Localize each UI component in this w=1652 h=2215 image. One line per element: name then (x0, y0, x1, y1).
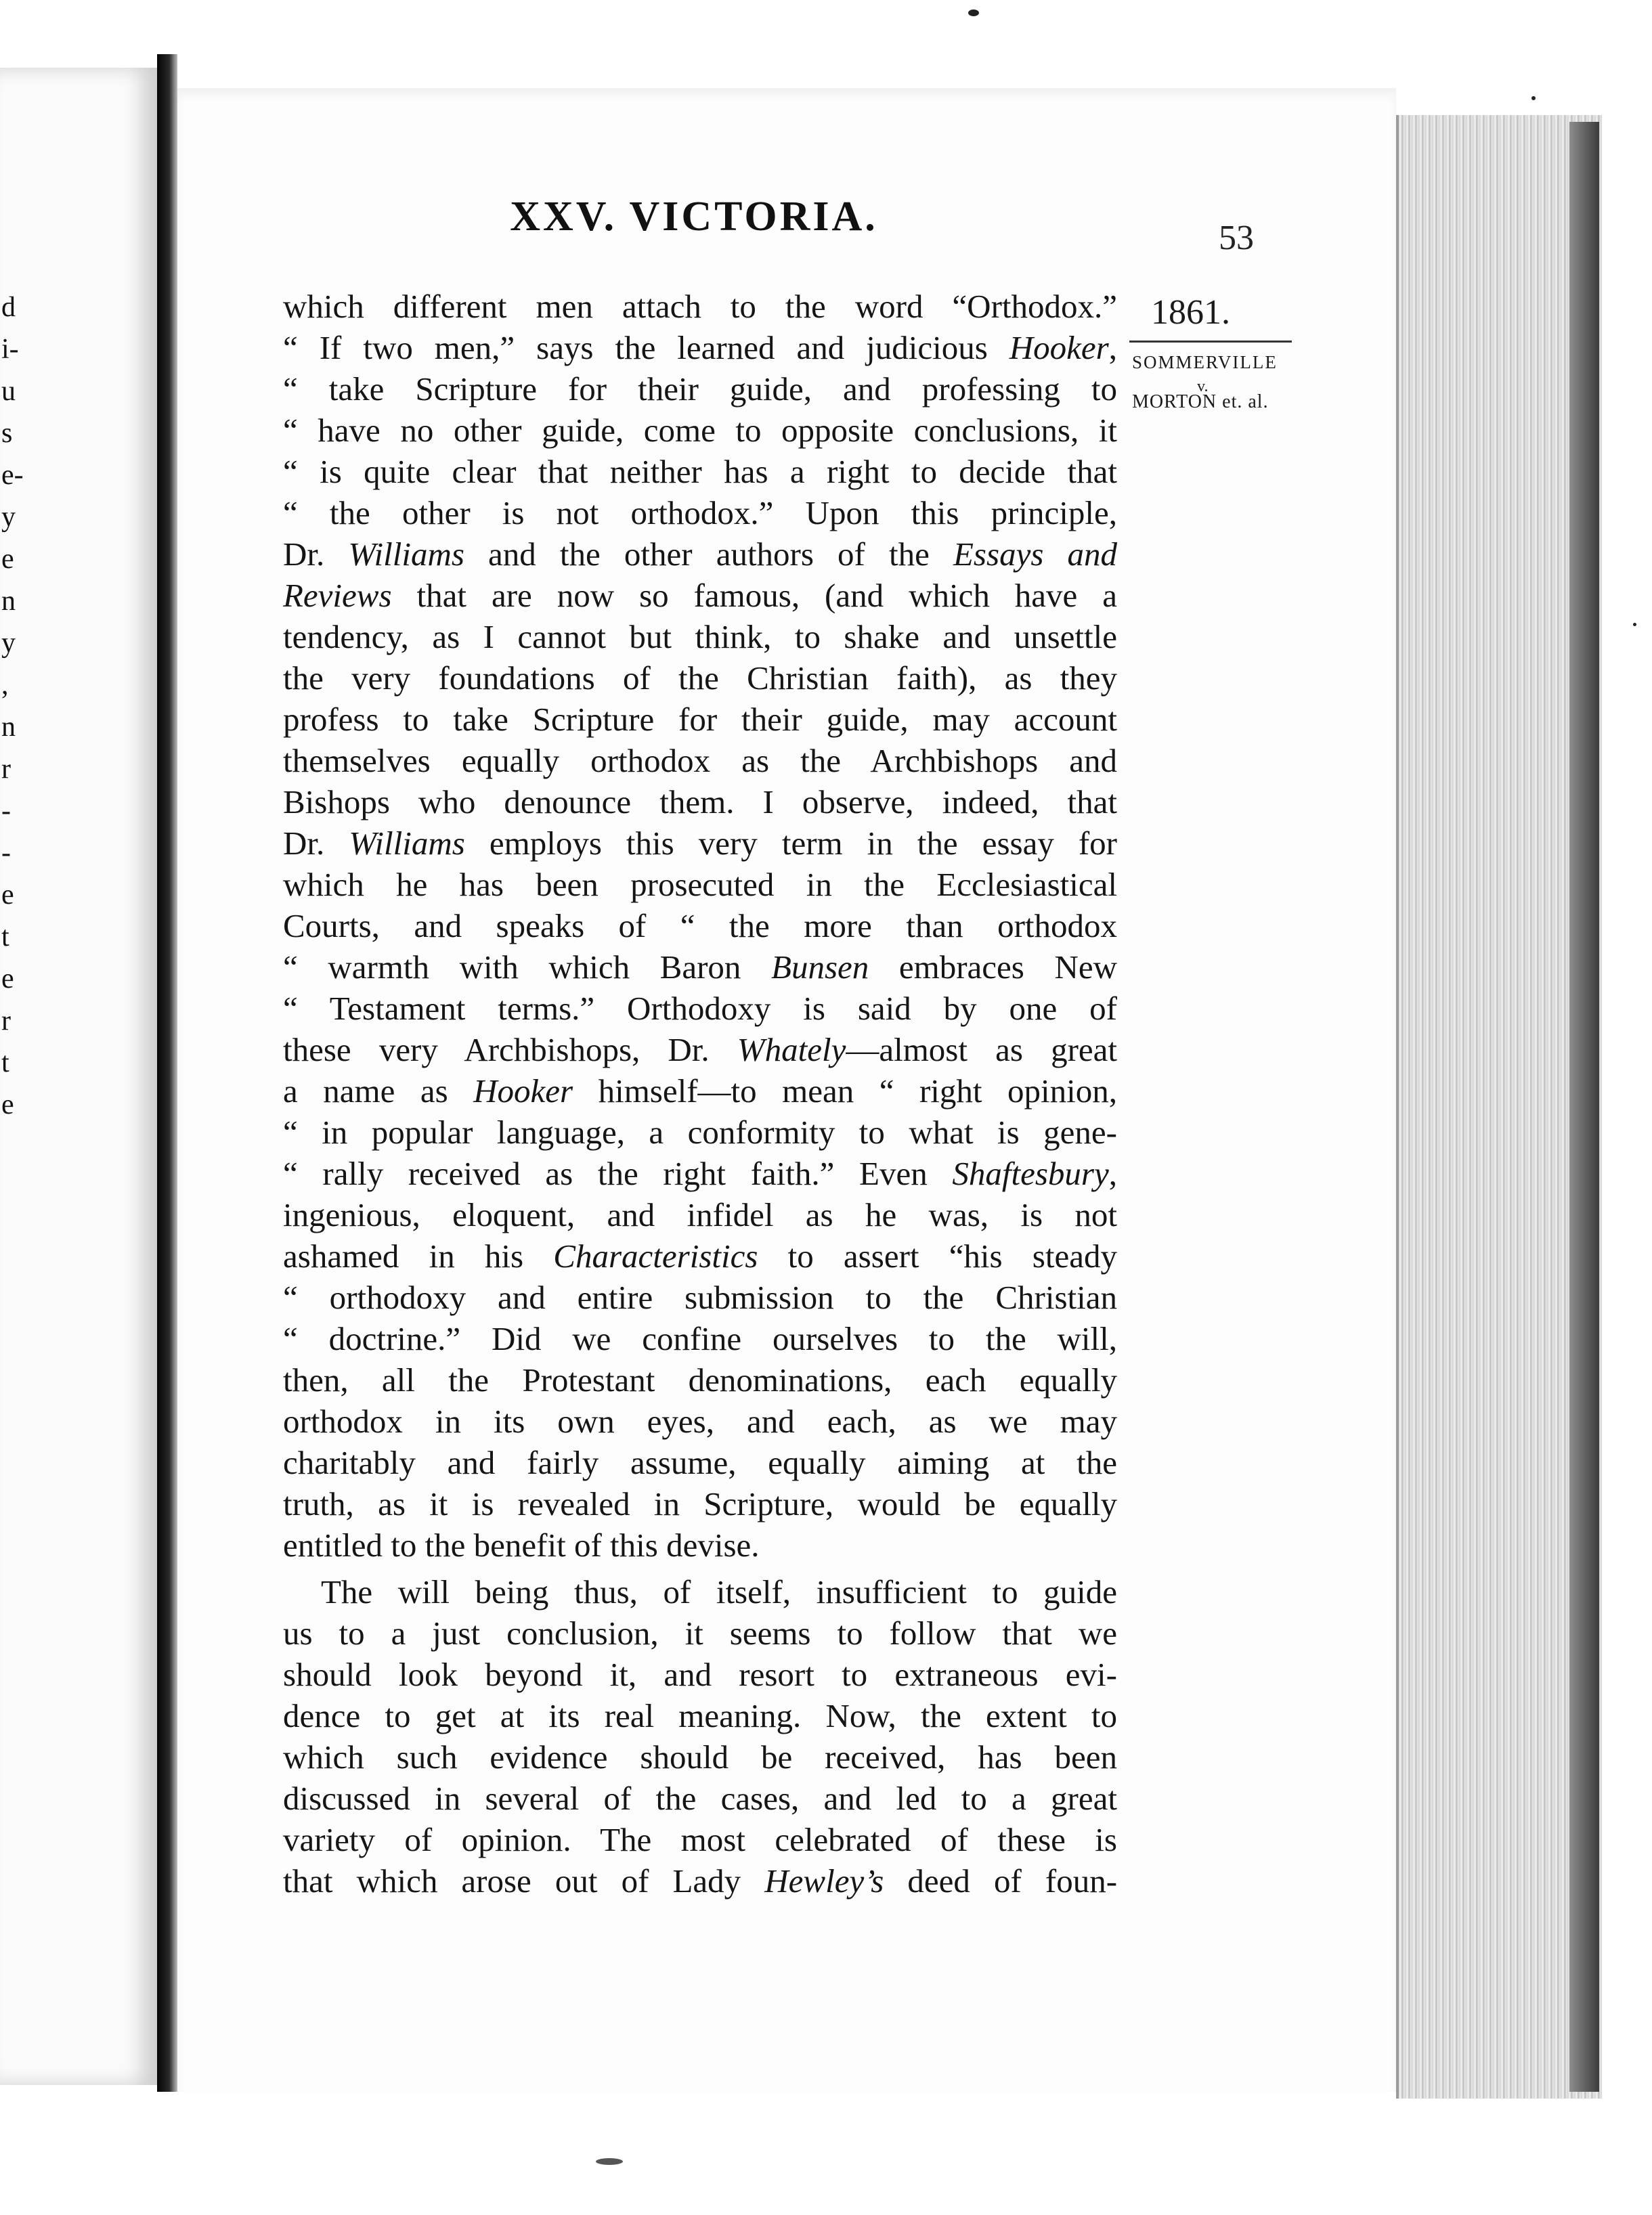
italic-text-segment: Hooker (1009, 329, 1109, 366)
italic-text-segment: Hewley’s (764, 1862, 884, 1900)
text-line (283, 905, 1117, 946)
text-line (283, 1153, 1117, 1194)
text-segment: “ orthodoxy and entire submission to the Christian (283, 1279, 1117, 1316)
text-line (283, 451, 1117, 492)
previous-page-text-fragment: e (1, 544, 14, 575)
text-segment: profess to take Scripture for their guide, may account (283, 701, 1117, 738)
text-segment: that are now so famous, (and which have a (391, 577, 1117, 614)
previous-page-text-fragment: r (1, 753, 11, 785)
text-line (283, 575, 1117, 616)
text-line (283, 1318, 1117, 1359)
text-segment: deed of foun- (884, 1862, 1118, 1900)
margin-note-rule (1129, 341, 1292, 343)
text-segment: the very foundations of the Christian faith), as they (283, 659, 1117, 697)
text-segment: orthodox in its own eyes, and each, as we may (283, 1403, 1117, 1440)
text-segment: “ doctrine.” Did we confine ourselves to the will, (283, 1320, 1117, 1357)
italic-text-segment: Williams (348, 535, 464, 573)
book-gutter (157, 54, 177, 2092)
previous-page-text-fragment: n (1, 711, 16, 743)
text-segment: and the other authors of the (464, 535, 953, 573)
text-line (283, 1359, 1117, 1401)
text-segment: these very Archbishops, Dr. (283, 1031, 737, 1068)
text-segment: truth, as it is revealed in Scripture, would be equally (283, 1485, 1117, 1522)
text-line (283, 781, 1117, 823)
text-segment: dence to get at its real meaning. Now, the extent to (283, 1697, 1117, 1734)
text-line (283, 1571, 1117, 1613)
previous-page-text-fragment: d (1, 292, 16, 323)
margin-note-year: 1861. (1151, 293, 1230, 332)
margin-note-case-party-2: MORTON et. al. (1132, 391, 1269, 412)
text-line (283, 533, 1117, 575)
previous-page-text-fragment: s (1, 418, 13, 449)
scan-speck (968, 9, 979, 16)
text-segment: “ the other is not orthodox.” Upon this principle, (283, 494, 1117, 531)
text-line (283, 823, 1117, 864)
previous-page-text-fragment: , (1, 670, 9, 701)
text-line (283, 327, 1117, 368)
text-segment: which different men attach to the word “Orthodox.” (283, 288, 1117, 325)
text-line (283, 492, 1117, 533)
previous-page-text-fragment: e (1, 1089, 14, 1120)
text-segment: “ rally received as the right faith.” Even (283, 1155, 953, 1192)
text-segment: “ If two men,” says the learned and judicious (283, 329, 1009, 366)
text-segment: , (1108, 329, 1117, 366)
scan-speck (1633, 623, 1636, 626)
text-segment: that which arose out of Lady (283, 1862, 765, 1900)
running-head-title: XXV. VICTORIA. (510, 194, 878, 240)
text-line (283, 1736, 1117, 1778)
text-segment: which he has been prosecuted in the Ecclesiastical (283, 866, 1117, 903)
text-line (283, 1654, 1117, 1695)
text-line (283, 740, 1117, 781)
text-segment: variety of opinion. The most celebrated of these is (283, 1821, 1117, 1858)
italic-text-segment: Essays and (953, 535, 1118, 573)
previous-page-text-fragment: t (1, 921, 9, 952)
margin-note-case-party-1: SOMMERVILLE (1132, 352, 1278, 372)
text-line (283, 1194, 1117, 1235)
text-line (283, 1778, 1117, 1819)
text-segment: should look beyond it, and resort to extraneous evi- (283, 1656, 1117, 1693)
margin-note-case-versus: v. (1197, 378, 1209, 395)
text-line (283, 1695, 1117, 1736)
text-segment: a name as (283, 1072, 474, 1110)
text-segment: himself—to mean “ right opinion, (573, 1072, 1117, 1110)
text-segment: Dr. (283, 825, 349, 862)
italic-text-segment: Hooker (473, 1072, 573, 1110)
text-segment: entitled to the benefit of this devise. (283, 1527, 760, 1564)
text-line (283, 1277, 1117, 1318)
text-segment: —almost as great (846, 1031, 1117, 1068)
scan-speck (1531, 96, 1536, 100)
text-line (283, 410, 1117, 451)
text-segment: to assert “his steady (758, 1237, 1117, 1275)
text-line (283, 1235, 1117, 1277)
text-line (283, 1819, 1117, 1860)
text-line (283, 1029, 1117, 1070)
previous-page-text-fragment: e- (1, 460, 24, 491)
text-line (283, 1401, 1117, 1442)
text-line (283, 657, 1117, 699)
scan-speck (596, 2158, 623, 2165)
text-segment: charitably and fairly assume, equally aiming at the (283, 1444, 1117, 1481)
italic-text-segment: Reviews (283, 577, 392, 614)
italic-text-segment: Characteristics (553, 1237, 758, 1275)
page-number: 53 (1219, 219, 1254, 257)
previous-page-text-fragment: u (1, 376, 16, 407)
text-line (283, 864, 1117, 905)
text-line (283, 1860, 1117, 1902)
text-segment: “ warmth with which Baron (283, 948, 772, 986)
text-segment: ingenious, eloquent, and infidel as he was, is not (283, 1196, 1117, 1233)
text-segment: “ Testament terms.” Orthodoxy is said by one of (283, 990, 1117, 1027)
previous-page-text-fragment: e (1, 879, 14, 911)
previous-page-text-fragment: n (1, 586, 16, 617)
text-line (283, 1613, 1117, 1654)
text-line (283, 1070, 1117, 1112)
text-segment: which such evidence should be received, has been (283, 1738, 1117, 1776)
text-segment: us to a just conclusion, it seems to follow that we (283, 1615, 1117, 1652)
text-segment: ashamed in his (283, 1237, 554, 1275)
text-segment: “ is quite clear that neither has a right to decide that (283, 453, 1117, 490)
previous-page-text-fragment: r (1, 1005, 11, 1036)
italic-text-segment: Whately (737, 1031, 846, 1068)
body-text (283, 286, 1117, 1902)
text-segment: Courts, and speaks of “ the more than orthodox (283, 907, 1117, 944)
previous-page-edge (0, 68, 164, 2085)
book-fore-edge-shadow (1569, 122, 1599, 2092)
previous-page-text-fragment: t (1, 1047, 9, 1078)
text-line (283, 988, 1117, 1029)
text-segment: “ take Scripture for their guide, and professing to (283, 370, 1117, 408)
text-segment: then, all the Protestant denominations, each equally (283, 1361, 1117, 1399)
text-segment: tendency, as I cannot but think, to shake and unsettle (283, 618, 1117, 655)
italic-text-segment: Williams (349, 825, 465, 862)
previous-page-text-fragment: y (1, 502, 16, 533)
text-segment: Dr. (283, 535, 349, 573)
text-segment: Bishops who denounce them. I observe, indeed, that (283, 783, 1117, 820)
text-segment: employs this very term in the essay for (464, 825, 1117, 862)
previous-page-text-fragment: y (1, 628, 16, 659)
previous-page-text-fragment: e (1, 963, 14, 994)
italic-text-segment: Bunsen (771, 948, 869, 986)
text-line (283, 699, 1117, 740)
previous-page-text-fragment: - (1, 837, 11, 869)
text-line (283, 1525, 1117, 1566)
text-line (283, 946, 1117, 988)
text-segment: embraces New (869, 948, 1117, 986)
text-segment: “ in popular language, a conformity to what is gene- (283, 1114, 1117, 1151)
previous-page-text-fragment: i- (1, 334, 19, 365)
text-line (283, 616, 1117, 657)
text-line (283, 1442, 1117, 1483)
text-segment: , (1108, 1155, 1117, 1192)
text-segment: discussed in several of the cases, and led to a great (283, 1780, 1117, 1817)
text-line (283, 1483, 1117, 1525)
italic-text-segment: Shaftesbury (952, 1155, 1109, 1192)
text-line (283, 368, 1117, 410)
text-segment: “ have no other guide, come to opposite conclusions, it (283, 412, 1117, 449)
text-line (283, 286, 1117, 327)
previous-page-text-fragment: - (1, 795, 11, 827)
text-line (283, 1112, 1117, 1153)
text-segment: themselves equally orthodox as the Archbishops and (283, 742, 1117, 779)
text-segment: The will being thus, of itself, insufficient to guide (321, 1573, 1117, 1610)
